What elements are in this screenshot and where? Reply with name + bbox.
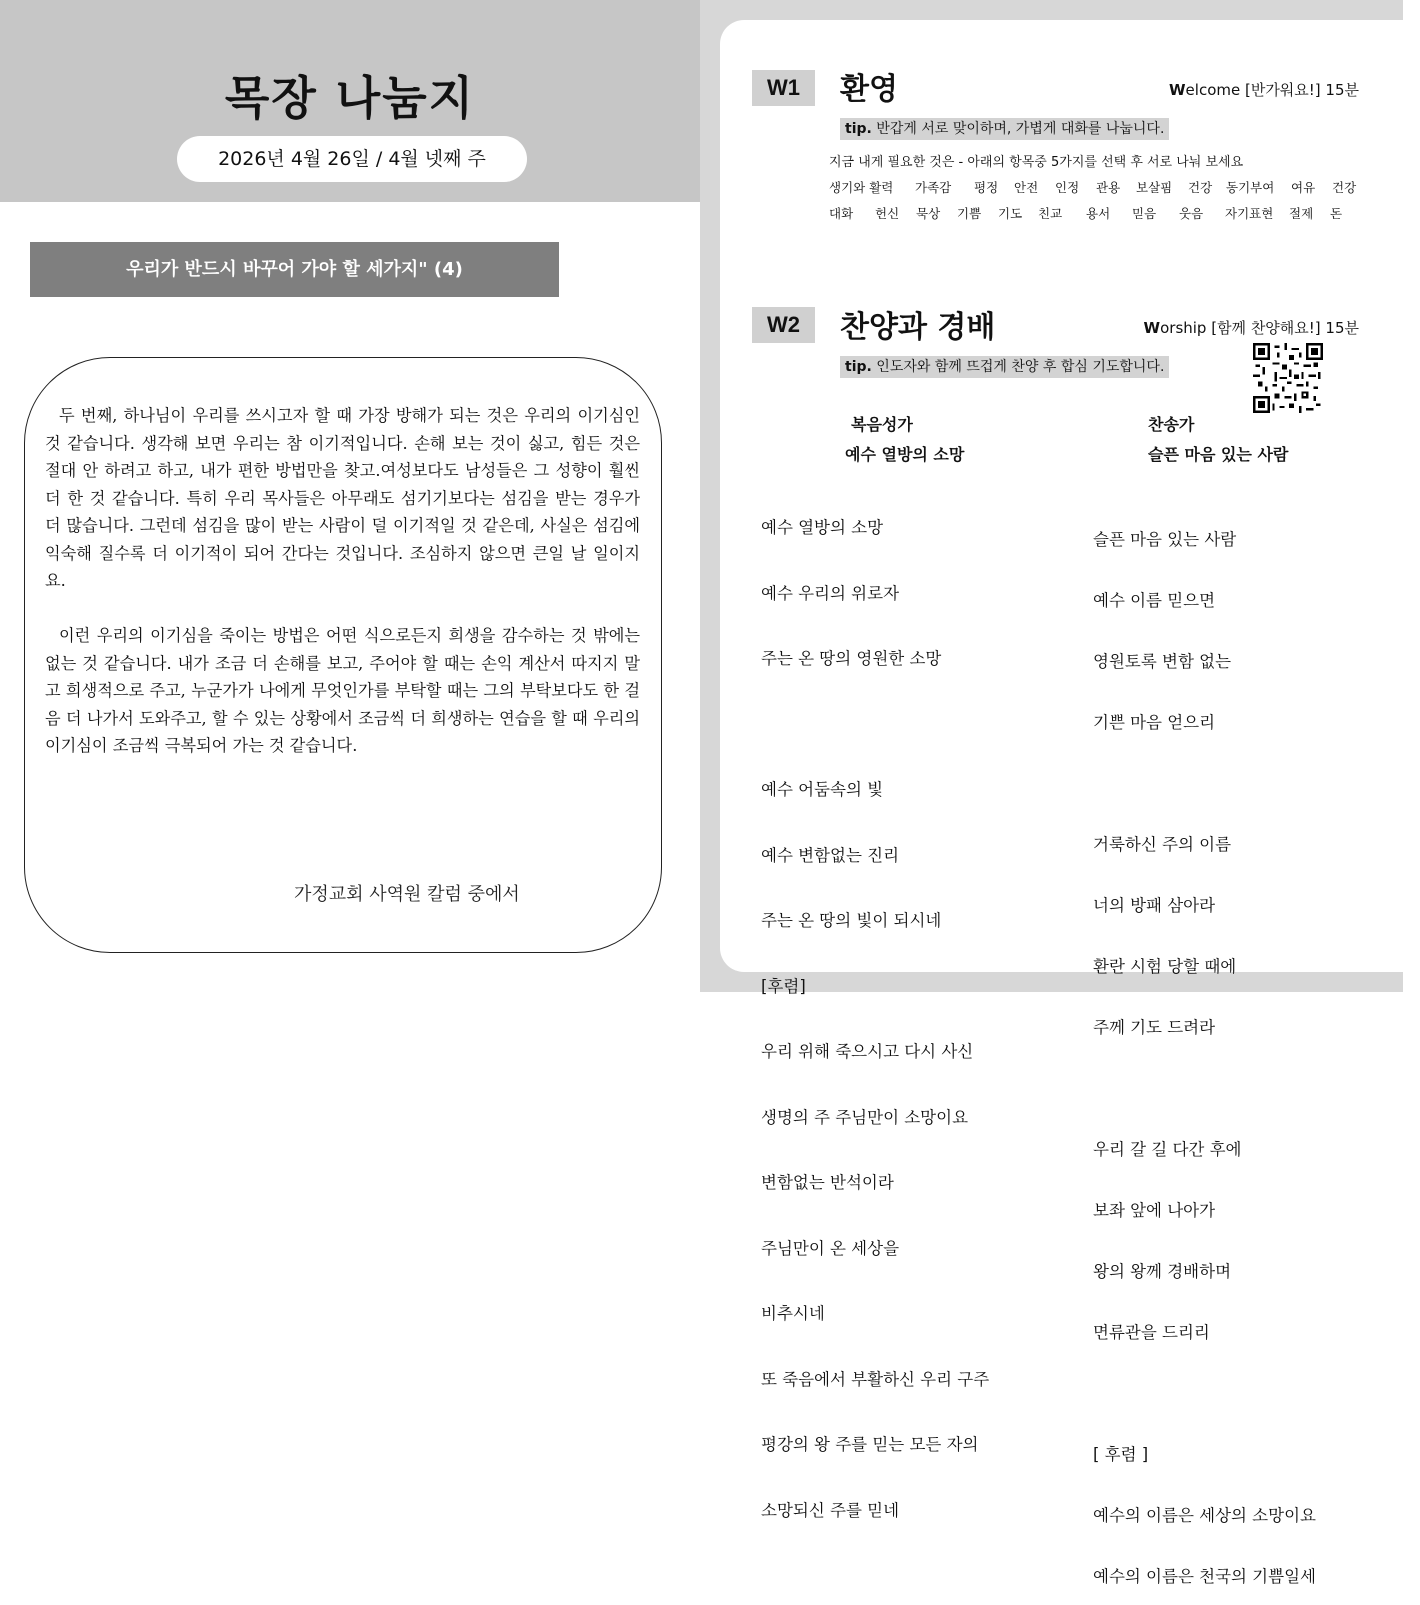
w2-tip xyxy=(840,356,1169,378)
lyric-line: 생명의 주 주님만이 소망이요 xyxy=(761,1107,969,1127)
lyric-line: 주는 온 땅의 빛이 되시네 xyxy=(761,911,942,930)
column-paragraph-1: 두 번째, 하나님이 우리를 쓰시고자 할 때 가장 방해가 되는 것은 우리의 이기심인 것 같습니다. 생각해 보면 우리는 참 이기적입니다. 손해 보는 것이 싫고, 힘든 것은 절대 안 하려고 하고, 내가 편한 방법만을 찾고.여성보다도 남성들은 그 성향이 훨씬 더 한 것 같습니다. 특히 우리 목사들은 아무래도 섬기기보다는 섬김을 받는 경우가 더 많습니다. 그런데 섬김을 많이 받는 사람이 덜 이기적일 것 같은데, 사실은 섬김에 익숙해 질수록 더 이기적이 되어 간다는 것입니다. 조심하지 않으면 큰일 날 일이지요. xyxy=(45,406,640,590)
w1-tip-text: 반갑게 서로 맞이하며, 가볍게 대화를 나눕니다. xyxy=(871,121,1165,137)
w2-badge: W2 xyxy=(752,307,815,343)
lyric-line: 소망되신 주를 믿네 xyxy=(761,1500,900,1520)
song1-lyrics xyxy=(761,476,989,1543)
word-chip: 절제 xyxy=(1289,206,1314,221)
lyric-line: 예수 변함없는 진리 xyxy=(761,845,900,865)
w1-instruction: 지금 내게 필요한 것은 - 아래의 항목중 5가지를 선택 후 서로 나눠 보세요 xyxy=(829,155,1244,170)
word-chip: 생기와 활력 xyxy=(829,180,894,195)
w1-subtitle-initial: W xyxy=(1169,81,1186,99)
lyric-line: 또 죽음에서 부활하신 우리 구주 xyxy=(761,1369,990,1389)
song2-title: 슬픈 마음 있는 사람 xyxy=(1148,445,1289,464)
lyric-line: 예수의 이름은 천국의 기쁨일세 xyxy=(1093,1567,1316,1586)
lyric-line: 예수 이름 믿으면 xyxy=(1093,591,1216,610)
column-paragraph-2: 이런 우리의 이기심을 죽이는 방법은 어떤 식으로든지 희생을 감수하는 것 밖에는 없는 것 같습니다. 내가 조금 더 손해를 보고, 주어야 할 때는 손익 계산서 따지지 말고 희생적으로 주고, 누군가가 나에게 무엇인가를 부탁할 때는 그의 부탁보다도 한 걸음 더 나가서 도와주고, 할 수 있는 상황에서 조금씩 더 희생하는 연습을 할 때 우리의 이기심이 조금씩 극복되어 가는 것 같습니다. xyxy=(45,626,640,755)
word-chip: 보살핌 xyxy=(1136,180,1173,195)
w1-subtitle-rest: elcome [반가워요!] 15분 xyxy=(1185,81,1359,99)
song1-category: 복음성가 xyxy=(851,415,913,434)
lyric-line xyxy=(1093,1380,1316,1403)
song1-title: 예수 열방의 소망 xyxy=(845,445,965,464)
lyric-line xyxy=(761,711,989,739)
word-chip: 대화 xyxy=(829,206,854,221)
lyric-line xyxy=(1093,1075,1316,1098)
w2-tip-label: tip. xyxy=(845,359,872,375)
word-chip: 믿음 xyxy=(1132,206,1157,221)
w1-tip-label: tip. xyxy=(845,121,872,137)
lyric-line: 주께 기도 드려라 xyxy=(1093,1018,1216,1037)
lyric-line: 슬픈 마음 있는 사람 xyxy=(1093,530,1237,549)
w1-subtitle xyxy=(1169,79,1359,100)
w2-tip-text: 인도자와 함께 뜨겁게 찬양 후 합심 기도합니다. xyxy=(871,359,1165,375)
word-chip: 안전 xyxy=(1014,180,1039,195)
lyric-line: [후렴] xyxy=(761,976,806,996)
song2-lyrics xyxy=(1093,488,1316,1605)
lyric-line: 너의 방패 삼아라 xyxy=(1093,896,1216,915)
word-chip: 관용 xyxy=(1096,180,1121,195)
page-title: 목장 나눔지 xyxy=(224,71,476,125)
word-chip: 기도 xyxy=(998,206,1023,221)
lyric-line: 주는 온 땅의 영원한 소망 xyxy=(761,649,942,668)
lyric-line: 주님만이 온 세상을 xyxy=(761,1238,900,1258)
word-chip: 건강 xyxy=(1188,180,1213,195)
word-chip: 묵상 xyxy=(916,206,941,221)
lyric-line: 예수 어둠속의 빛 xyxy=(761,780,884,799)
word-chip: 동기부여 xyxy=(1226,180,1275,195)
w2-subtitle xyxy=(1144,317,1359,338)
lyric-line: 면류관을 드리리 xyxy=(1093,1323,1210,1342)
section-title: 우리가 반드시 바꾸어 가야 할 세가지" (4) xyxy=(30,242,559,297)
lyric-line: 평강의 왕 주를 믿는 모든 자의 xyxy=(761,1435,979,1454)
word-chip: 여유 xyxy=(1291,180,1316,195)
word-chip: 가족감 xyxy=(915,180,952,195)
lyric-line: 거룩하신 주의 이름 xyxy=(1093,835,1232,854)
word-chip: 돈 xyxy=(1330,206,1343,221)
w1-words-row-1 xyxy=(829,178,1369,198)
lyric-line: 왕의 왕께 경배하며 xyxy=(1093,1262,1232,1281)
lyric-line: 비추시네 xyxy=(761,1304,825,1323)
column-body xyxy=(45,402,640,787)
left-page xyxy=(0,0,700,992)
word-chip: 인정 xyxy=(1055,180,1080,195)
lyric-line: 영원토록 변함 없는 xyxy=(1093,652,1232,671)
lyric-line: 보좌 앞에 나아가 xyxy=(1093,1201,1216,1220)
lyric-line: 예수의 이름은 세상의 소망이요 xyxy=(1093,1506,1316,1525)
lyric-line: 변함없는 반석이라 xyxy=(761,1173,894,1192)
song2-category: 찬송가 xyxy=(1148,415,1195,434)
w1-words-row-2 xyxy=(829,204,1369,224)
lyric-line: [ 후렴 ] xyxy=(1093,1445,1149,1464)
w1-tip xyxy=(840,118,1169,140)
column-source: 가정교회 사역원 칼럼 중에서 xyxy=(294,884,520,905)
lyric-line: 우리 위해 죽으시고 다시 사신 xyxy=(761,1042,974,1061)
qr-code-icon xyxy=(1252,343,1324,413)
date-pill: 2026년 4월 26일 / 4월 넷째 주 xyxy=(177,136,527,182)
word-chip: 웃음 xyxy=(1179,206,1204,221)
lyric-line: 예수 열방의 소망 xyxy=(761,518,884,537)
lyric-line: 우리 갈 길 다간 후에 xyxy=(1093,1140,1242,1159)
word-chip: 헌신 xyxy=(875,206,900,221)
w2-subtitle-initial: W xyxy=(1143,319,1161,337)
word-chip: 평정 xyxy=(974,180,999,195)
w2-subtitle-rest: orship [함께 찬양해요!] 15분 xyxy=(1160,319,1359,337)
word-chip: 건강 xyxy=(1332,180,1357,195)
word-chip: 자기표현 xyxy=(1225,206,1274,221)
lyric-line: 기쁜 마음 얻으리 xyxy=(1093,713,1216,732)
word-chip: 친교 xyxy=(1038,206,1063,221)
w1-badge: W1 xyxy=(752,70,815,106)
w2-title: 찬양과 경배 xyxy=(840,310,996,345)
w1-title: 환영 xyxy=(840,72,898,107)
lyric-line: 환란 시험 당할 때에 xyxy=(1093,957,1237,976)
word-chip: 기쁨 xyxy=(957,206,982,221)
word-chip: 용서 xyxy=(1086,206,1111,221)
lyric-line xyxy=(1093,770,1316,793)
lyric-line: 예수 우리의 위로자 xyxy=(761,583,900,603)
